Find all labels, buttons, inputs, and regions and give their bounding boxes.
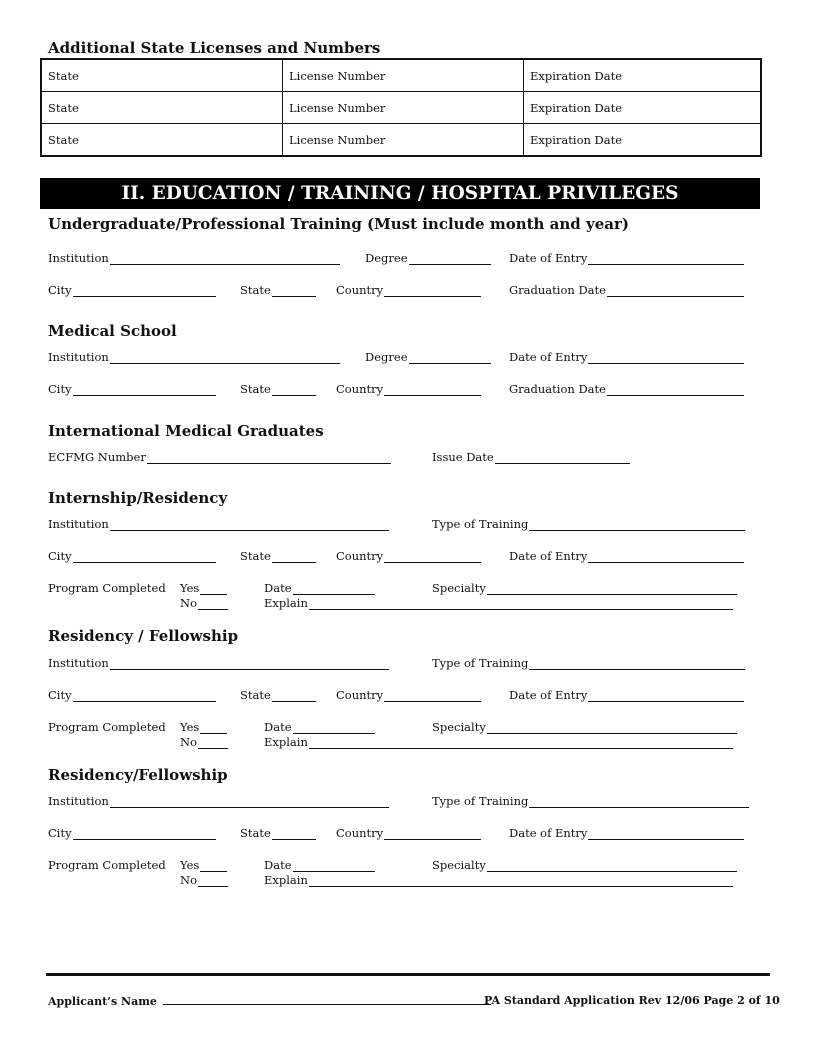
form-info: PA Standard Application Rev 12/06 Page 2 of 10: [484, 994, 780, 1007]
footer-divider: [46, 973, 770, 976]
internship-specialty-field[interactable]: Specialty: [432, 581, 737, 595]
internship-program-completed-label: Program Completed: [48, 581, 166, 595]
residency1-program-completed-label: Program Completed: [48, 720, 166, 734]
residency2-date-field[interactable]: Date: [264, 858, 375, 872]
residency2-country-field[interactable]: Country: [336, 826, 481, 840]
internship-country-field[interactable]: Country: [336, 549, 481, 563]
residency2-type-of-training-field[interactable]: Type of Training: [432, 794, 749, 808]
residency2-state-field[interactable]: State: [240, 826, 316, 840]
medical-school-state-field[interactable]: State: [240, 382, 316, 396]
table-row: [41, 124, 761, 157]
license-number-cell[interactable]: License Number: [283, 59, 524, 92]
license-state-cell[interactable]: State: [41, 92, 283, 124]
internship-city-field[interactable]: City: [48, 549, 216, 563]
residency2-no-field[interactable]: No: [180, 873, 228, 887]
medical-school-institution-field[interactable]: Institution: [48, 350, 340, 364]
residency1-yes-field[interactable]: Yes: [180, 720, 227, 734]
residency2-program-completed-label: Program Completed: [48, 858, 166, 872]
licenses-table: [40, 58, 762, 157]
residency2-institution-field[interactable]: Institution: [48, 794, 389, 808]
license-number-cell[interactable]: License Number: [283, 92, 524, 124]
residency2-date-of-entry-field[interactable]: Date of Entry: [509, 826, 744, 840]
licenses-heading: Additional State Licenses and Numbers: [48, 39, 381, 57]
undergrad-degree-field[interactable]: Degree: [365, 251, 491, 265]
internship-date-of-entry-field[interactable]: Date of Entry: [509, 549, 744, 563]
medical-school-heading: Medical School: [48, 322, 177, 340]
residency1-city-field[interactable]: City: [48, 688, 216, 702]
medical-school-date-of-entry-field[interactable]: Date of Entry: [509, 350, 744, 364]
ecfmg-number-field[interactable]: ECFMG Number: [48, 450, 391, 464]
license-expiration-cell[interactable]: Expiration Date: [524, 59, 762, 92]
table-row: [41, 92, 761, 124]
residency2-explain-field[interactable]: Explain: [264, 873, 733, 887]
medical-school-graduation-date-field[interactable]: Graduation Date: [509, 382, 744, 396]
undergrad-heading: Undergraduate/Professional Training (Must include month and year): [48, 215, 629, 233]
undergrad-country-field[interactable]: Country: [336, 283, 481, 297]
license-number-cell[interactable]: License Number: [283, 124, 524, 157]
undergrad-city-field[interactable]: City: [48, 283, 216, 297]
issue-date-field[interactable]: Issue Date: [432, 450, 630, 464]
license-expiration-cell[interactable]: Expiration Date: [524, 92, 762, 124]
medical-school-country-field[interactable]: Country: [336, 382, 481, 396]
internship-no-field[interactable]: No: [180, 596, 228, 610]
residency1-country-field[interactable]: Country: [336, 688, 481, 702]
residency2-specialty-field[interactable]: Specialty: [432, 858, 737, 872]
internship-type-of-training-field[interactable]: Type of Training: [432, 517, 745, 531]
internship-date-field[interactable]: Date: [264, 581, 375, 595]
license-state-cell[interactable]: State: [41, 59, 283, 92]
residency2-city-field[interactable]: City: [48, 826, 216, 840]
undergrad-graduation-date-field[interactable]: Graduation Date: [509, 283, 744, 297]
residency1-specialty-field[interactable]: Specialty: [432, 720, 737, 734]
undergrad-state-field[interactable]: State: [240, 283, 316, 297]
img-heading: International Medical Graduates: [48, 422, 324, 440]
residency1-explain-field[interactable]: Explain: [264, 735, 733, 749]
residency1-date-field[interactable]: Date: [264, 720, 375, 734]
residency1-date-of-entry-field[interactable]: Date of Entry: [509, 688, 744, 702]
internship-institution-field[interactable]: Institution: [48, 517, 389, 531]
residency1-heading: Residency / Fellowship: [48, 627, 239, 645]
medical-school-degree-field[interactable]: Degree: [365, 350, 491, 364]
residency2-heading: Residency/Fellowship: [48, 766, 228, 784]
section-banner: II. EDUCATION / TRAINING / HOSPITAL PRIVILEGES: [40, 178, 760, 209]
internship-state-field[interactable]: State: [240, 549, 316, 563]
undergrad-institution-field[interactable]: Institution: [48, 251, 340, 265]
residency1-no-field[interactable]: No: [180, 735, 228, 749]
medical-school-city-field[interactable]: City: [48, 382, 216, 396]
residency1-institution-field[interactable]: Institution: [48, 656, 389, 670]
internship-heading: Internship/Residency: [48, 489, 228, 507]
undergrad-date-of-entry-field[interactable]: Date of Entry: [509, 251, 744, 265]
residency2-yes-field[interactable]: Yes: [180, 858, 227, 872]
license-state-cell[interactable]: State: [41, 124, 283, 157]
applicant-name-field[interactable]: Applicant’s Name: [48, 994, 491, 1008]
table-row: [41, 59, 761, 92]
license-expiration-cell[interactable]: Expiration Date: [524, 124, 762, 157]
residency1-type-of-training-field[interactable]: Type of Training: [432, 656, 745, 670]
residency1-state-field[interactable]: State: [240, 688, 316, 702]
internship-yes-field[interactable]: Yes: [180, 581, 227, 595]
internship-explain-field[interactable]: Explain: [264, 596, 733, 610]
